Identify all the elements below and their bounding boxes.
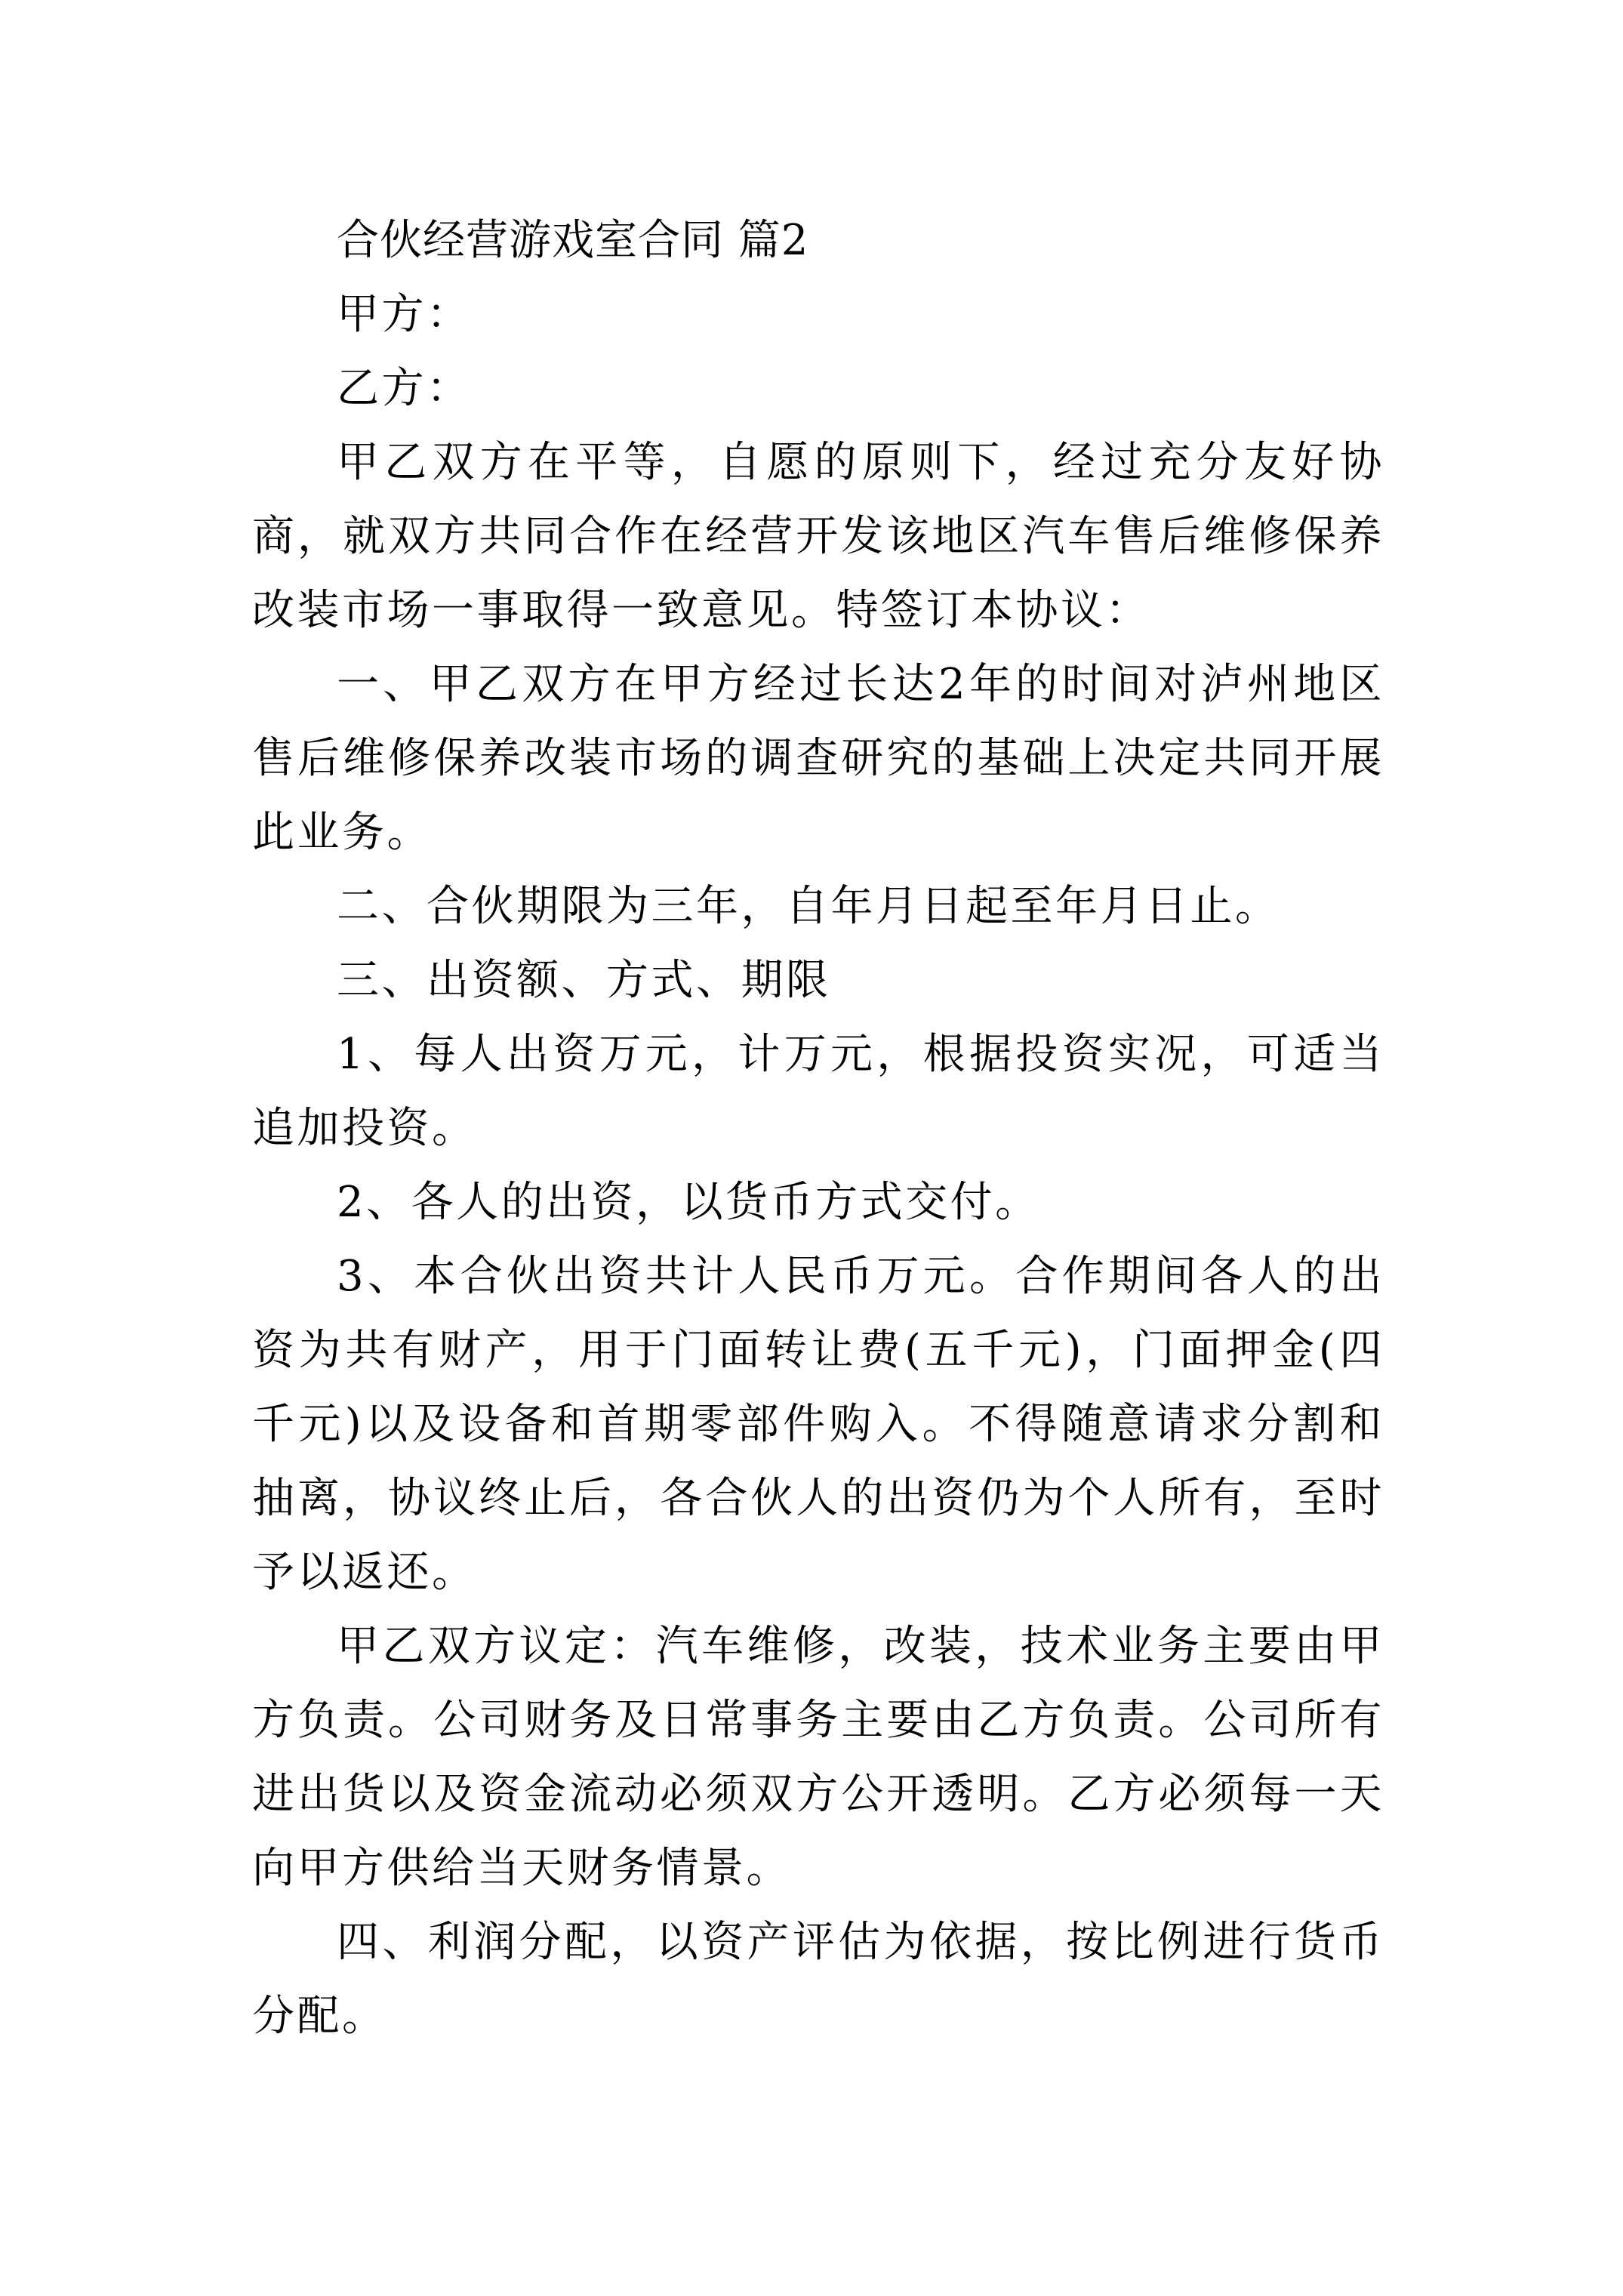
preamble-paragraph: 甲乙双方在平等，自愿的原则下，经过充分友好协商，就双方共同合作在经营开发该地区汽车售后维修保养改装市场一事取得一致意见。特签订本协议：: [252, 438, 1384, 635]
clause-3-item-3: 3、本合伙出资共计人民币万元。合作期间各人的出资为共有财产，用于门面转让费(五千元)，门面押金(四千元)以及设备和首期零部件购入。不得随意请求分割和抽离，协议终止后，各合伙人的出资仍为个人所有，至时予以返还。: [252, 1252, 1384, 1597]
clause-3-heading: 三、出资额、方式、期限: [337, 956, 831, 1005]
clause-4-paragraph: 四、利润分配，以资产评估为依据，按比例进行货币分配。: [252, 1918, 1384, 2041]
party-b-line: 乙方：: [337, 364, 472, 413]
document-body: [252, 204, 1384, 2054]
responsibility-paragraph: 甲乙双方议定：汽车维修，改装，技术业务主要由甲方负责。公司财务及日常事务主要由乙方负责。公司所有进出货以及资金流动必须双方公开透明。乙方必须每一天向甲方供给当天财务情景。: [252, 1622, 1384, 1893]
clause-3-item-1: 1、每人出资万元，计万元，根据投资实况，可适当追加投资。: [252, 1030, 1384, 1153]
document-title: 合伙经营游戏室合同 篇2: [337, 216, 809, 265]
clause-1-paragraph: 一、甲乙双方在甲方经过长达2年的时间对泸州地区售后维修保养改装市场的调查研究的基础上决定共同开展此业务。: [252, 660, 1384, 857]
party-a-line: 甲方：: [337, 290, 472, 339]
clause-2-paragraph: 二、合伙期限为三年，自年月日起至年月日止。: [337, 882, 1280, 931]
clause-3-item-2: 2、各人的出资，以货币方式交付。: [337, 1178, 1040, 1227]
